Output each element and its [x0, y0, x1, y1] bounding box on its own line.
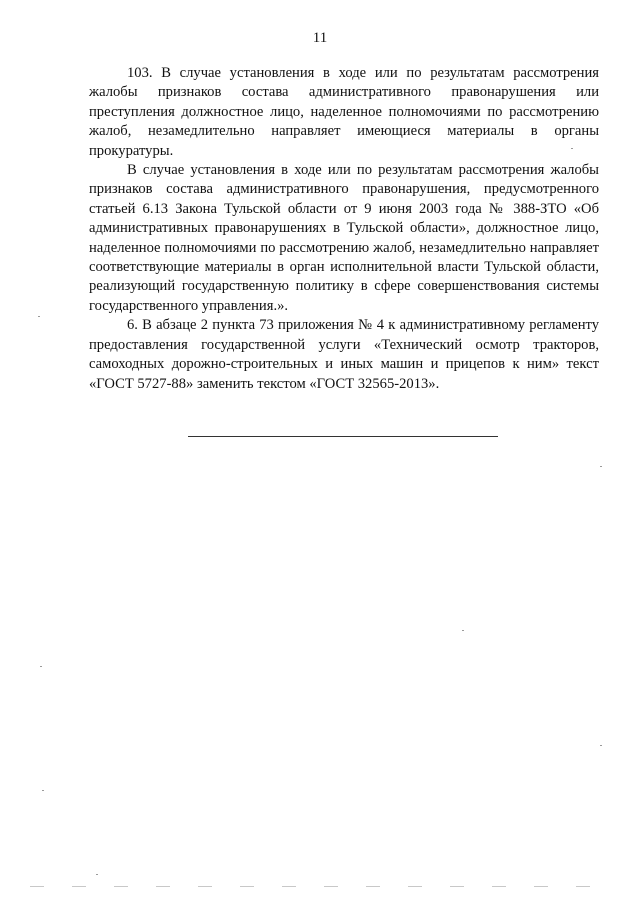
scan-speck — [40, 666, 42, 667]
scan-speck — [462, 630, 464, 631]
scan-speck — [571, 148, 573, 149]
paragraph-6-amendment: 6. В абзаце 2 пункта 73 приложения № 4 к административному регламенту предоставления государственной услуги «Технический осмотр тракторов, самоходных дорожно-строительных и иных машин и прицепов к ним» текст «ГОСТ 5727-88» заменить текстом «ГОСТ 32565-2013». — [89, 317, 599, 392]
scan-speck — [96, 874, 98, 875]
scan-speck — [600, 466, 602, 467]
scan-speck — [42, 790, 44, 791]
scan-edge-noise — [30, 886, 590, 887]
document-body — [89, 64, 599, 394]
scan-speck — [600, 745, 602, 746]
page-number: 11 — [312, 30, 328, 46]
scan-speck — [38, 316, 40, 317]
paragraph-103: 103. В случае установления в ходе или по результатам рассмотрения жалобы признаков состава административного правонарушения или преступления должностное лицо, наделенное полномочиями по рассмотрению жалоб, незамедлительно направляет имеющиеся материалы в органы прокуратуры. — [89, 65, 599, 159]
paragraph-violation-referral: В случае установления в ходе или по результатам рассмотрения жалобы признаков состава административного правонарушения, предусмотренного статьей 6.13 Закона Тульской области от 9 июня 2003 года № 388-ЗТО «Об административных правонарушениях в Тульской области», должностное лицо, наделенное полномочиями по рассмотрению жалоб, незамедлительно направляет соответствующие материалы в орган исполнительной власти Тульской области, реализующий государственную политику в сфере совершенствования системы государственного управления.». — [89, 162, 599, 314]
end-separator-line — [188, 436, 498, 437]
